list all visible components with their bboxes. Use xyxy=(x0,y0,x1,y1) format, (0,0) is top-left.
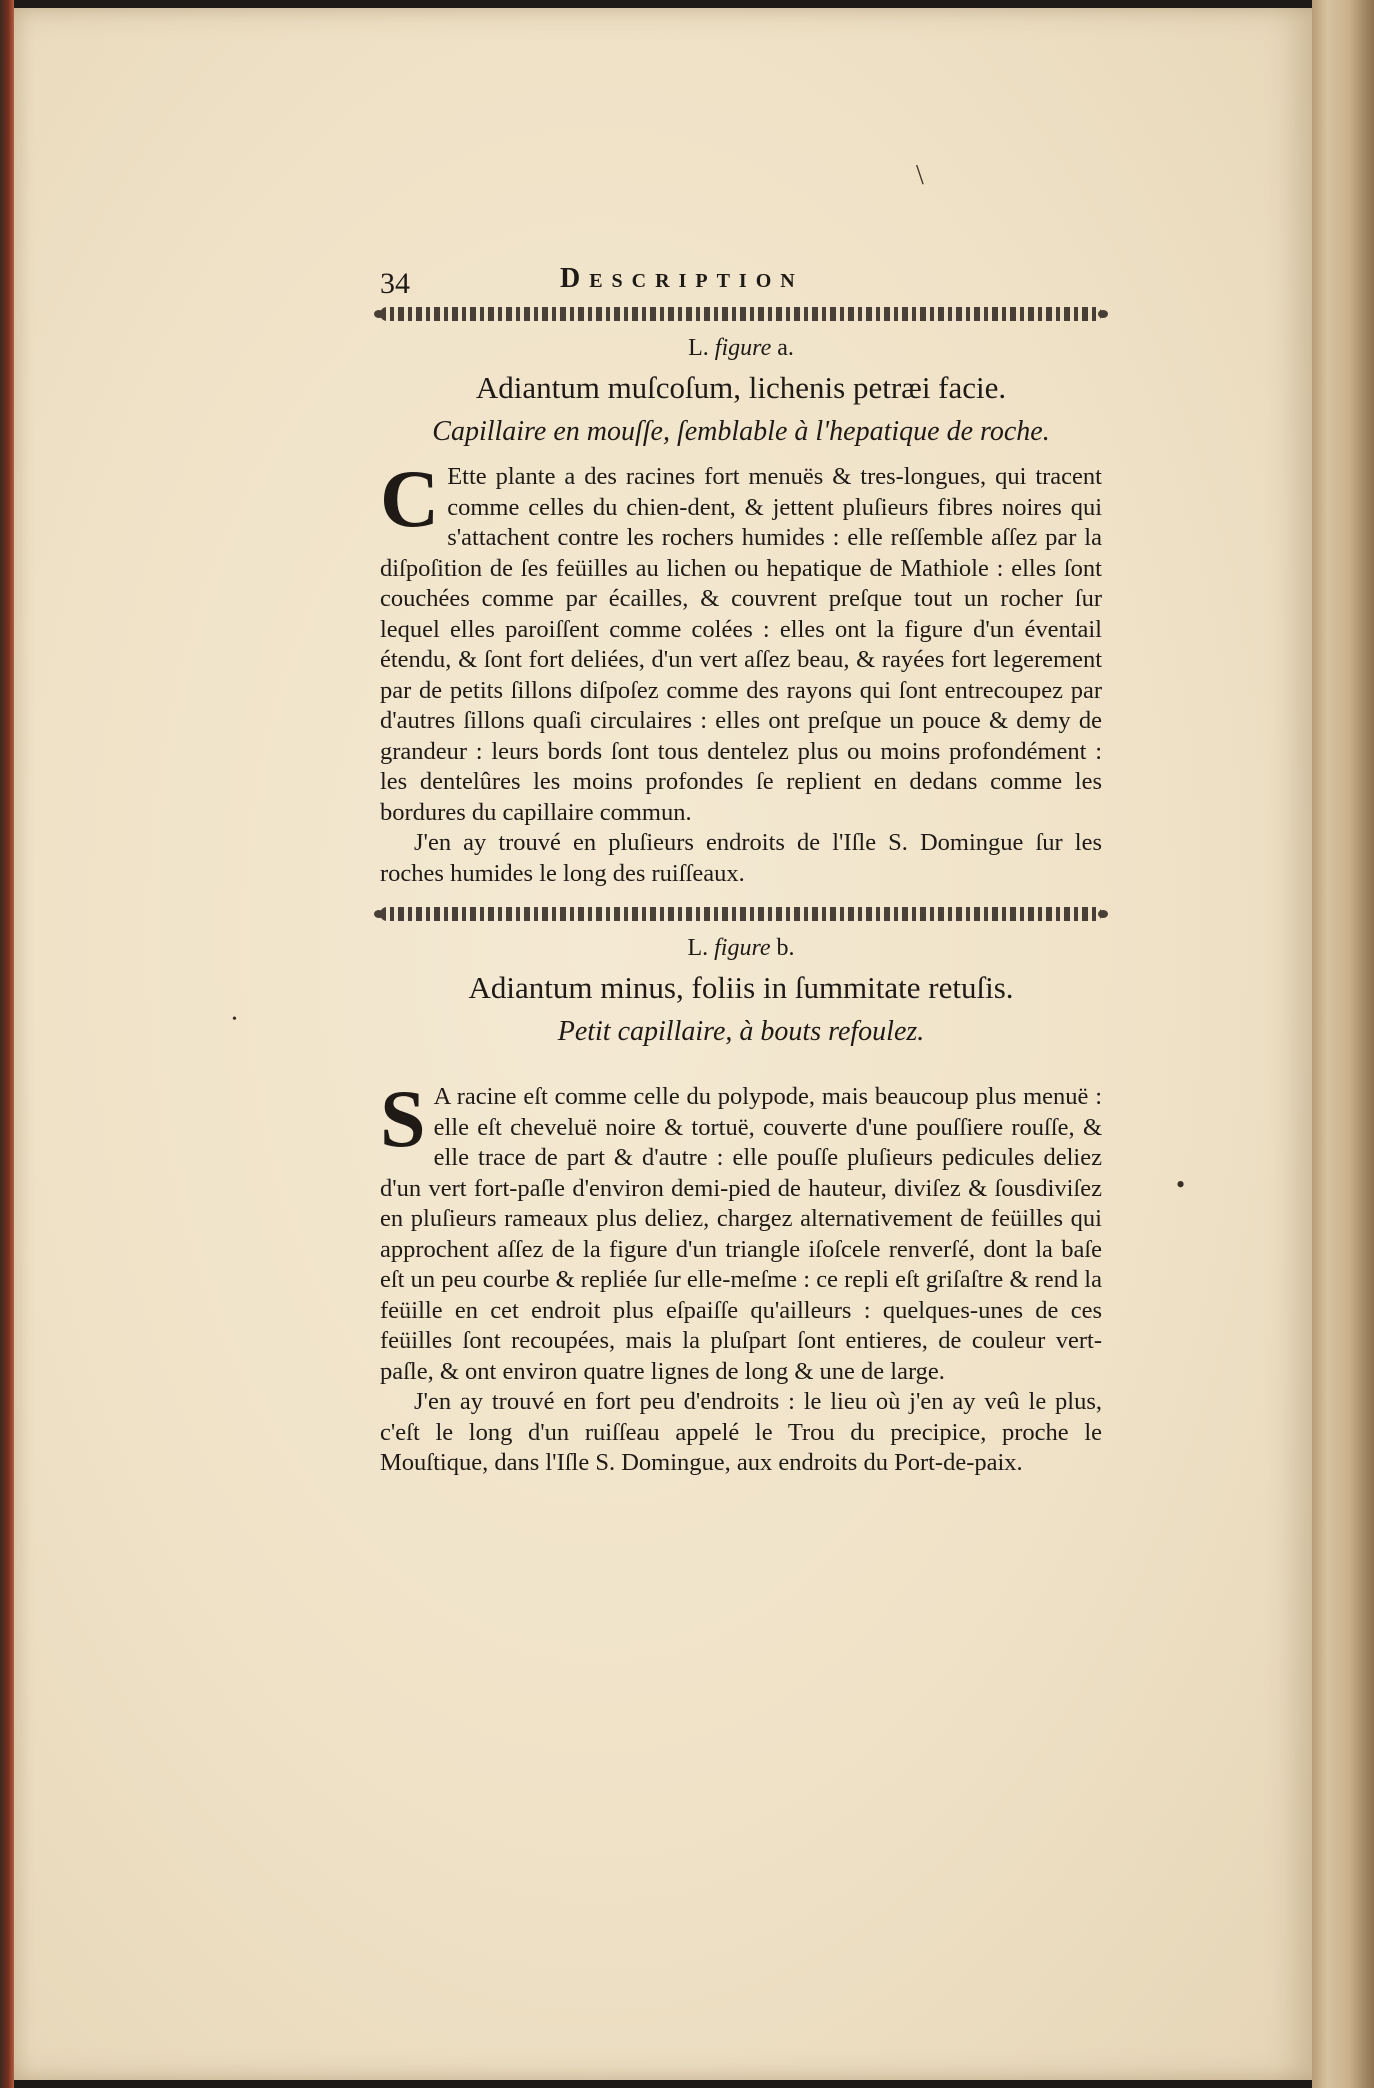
figure-letter: b. xyxy=(776,935,795,961)
spacer xyxy=(380,889,1102,905)
ornament-rule-middle xyxy=(380,907,1102,921)
french-title-a: Capillaire en mouſſe, ſemblable à l'hepatique de roche. xyxy=(432,416,1050,447)
paragraph-a-2: J'en ay trouvé en pluſieurs endroits de l'Iſle S. Domingue ſur les roches humides le long des ruiſſeaux. xyxy=(380,829,1102,887)
dropcap-a: C xyxy=(380,453,440,544)
french-title-b: Petit capillaire, à bouts refoulez. xyxy=(557,1016,925,1047)
figure-label-b xyxy=(380,935,1102,962)
figure-word: figure xyxy=(714,335,772,361)
ornament-rule-top xyxy=(380,307,1102,321)
binding-edge xyxy=(0,0,14,2088)
ink-spot: • xyxy=(232,1012,237,1027)
running-head: Description xyxy=(560,263,804,294)
figure-word: figure xyxy=(714,935,771,961)
spacer xyxy=(380,1062,1102,1082)
body-text-a-1: Ette plante a des racines fort menuës & tres-longues, qui tracent comme celles du chien-dent, & jettent pluſieurs fibres noires qui s'attachent contre les rochers humides : elle reſſemble aſſez par la diſpoſition de ſes feüilles au lichen ou hepatique de Mathiole : elles ſont couchées comme par écailles, & couvrent preſque tout un rocher ſur lequel elles paroiſſent comme colées : elles ont la figure d'un éventail étendu, & ſont fort deliées, d'un vert aſſez beau, & rayées fort legerement par de petits ſillons diſpoſez comme des rayons qui ſont entrecoupez par d'autres ſillons quaſi circulaires : elles ont preſque un pouce & demy de grandeur : leurs bords ſont tous dentelez plus ou moins profondément : les dentelûres les moins profondes ſe replient en dedans comme les bordures du capillaire commun. xyxy=(380,463,1102,826)
ink-spot: • xyxy=(1176,1170,1186,1199)
figure-prefix: L. xyxy=(687,935,709,961)
figure-prefix: L. xyxy=(688,335,709,361)
paragraph-a-1 xyxy=(380,453,1102,828)
dropcap-b: S xyxy=(380,1073,426,1164)
figure-letter: a. xyxy=(777,335,794,361)
body-text-b-1: A racine eſt comme celle du polypode, mais beaucoup plus menuë : elle eſt cheveluë noire & tortuë, couverte d'une pouſſiere rouſſe, & elle trace de part & d'autre : elle pouſſe pluſieurs pedicules deliez d'un vert fort-paſle d'environ demi-pied de hauteur, diviſez & ſousdiviſez en pluſieurs rameaux plus deliez, chargez alternativement de feüilles qui approchent aſſez de la figure d'un triangle iſoſcele renverſé, dont la baſe eſt un peu courbe & repliée ſur elle-meſme : ce repli eſt griſaſtre & rend la feüille en cet endroit plus eſpaiſſe qu'ailleurs : quelques-unes de ces feüilles ſont recoupées, mais la pluſpart ſont entieres, de couleur vert-paſle, & ont environ quatre lignes de long & une de large. xyxy=(380,1083,1102,1385)
stray-mark: \ xyxy=(916,160,924,191)
figure-label-a xyxy=(380,335,1102,362)
latin-title-a: Adiantum muſcoſum, lichenis petræi facie. xyxy=(475,370,1007,405)
text-block xyxy=(380,255,1102,1479)
paragraph-b-2: J'en ay trouvé en fort peu d'endroits : le lieu où j'en ay veû le plus, c'eſt le long d'un ruiſſeau appelé le Trou du precipice, proche le Mouſtique, dans l'Iſle S. Domingue, aux endroits du Port-de-paix. xyxy=(380,1388,1102,1476)
paragraph-b-1 xyxy=(380,1073,1102,1387)
latin-title-b: Adiantum minus, foliis in ſummitate retuſis. xyxy=(468,970,1014,1005)
page-header xyxy=(380,255,1102,305)
page-number: 34 xyxy=(380,267,410,300)
page-fore-edge xyxy=(1312,0,1374,2088)
